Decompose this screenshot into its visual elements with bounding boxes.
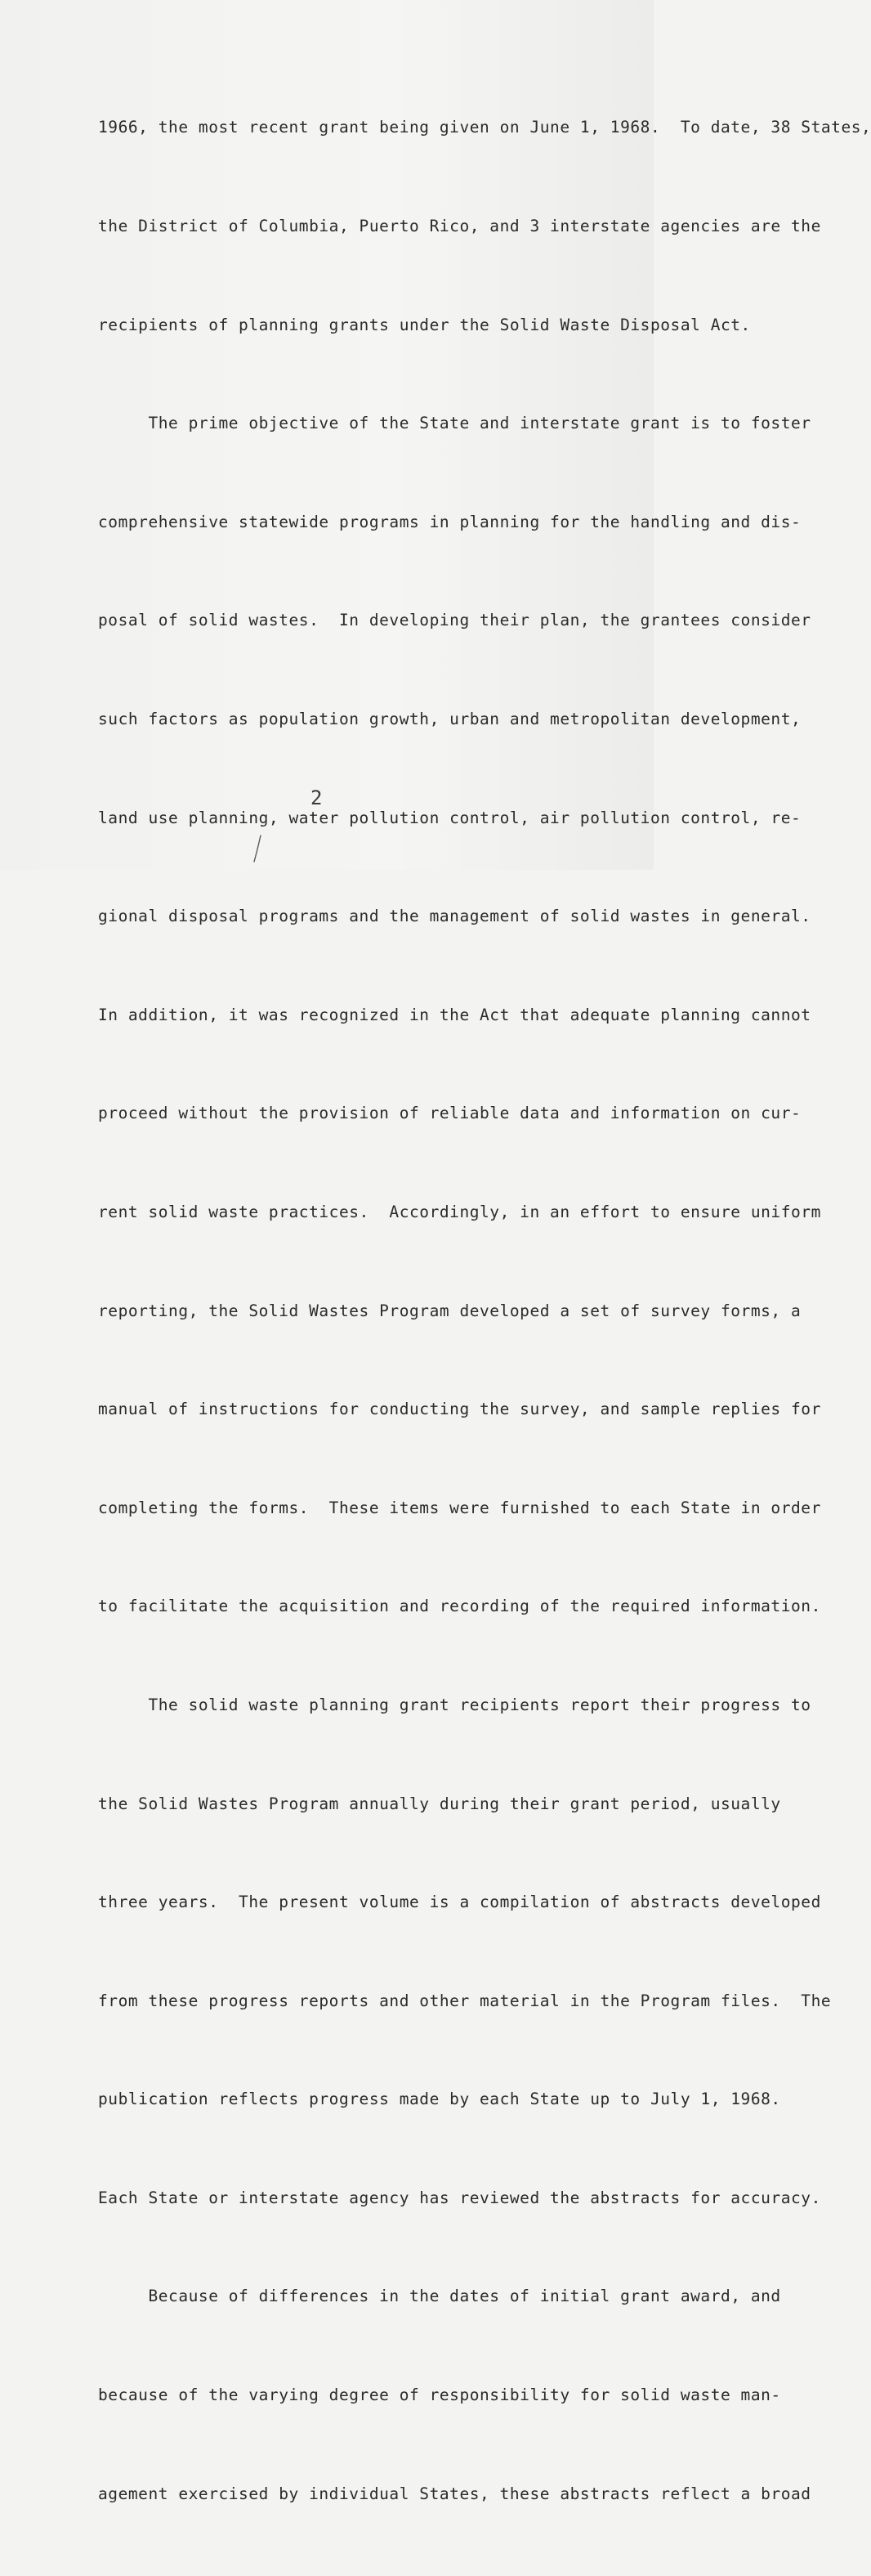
text-line-12: rent solid waste practices. Accordingly, in an effort to ensure uniform xyxy=(98,1202,821,1221)
text-line-25: agement exercised by individual States, these abstracts reflect a broad xyxy=(98,2484,811,2503)
text-line-15: completing the forms. These items were furnished to each State in order xyxy=(98,1498,821,1517)
text-line-24: because of the varying degree of responsibility for solid waste man- xyxy=(98,2386,781,2405)
text-line-10: In addition, it was recognized in the Act that adequate planning cannot xyxy=(98,1005,811,1024)
text-line-1: 1966, the most recent grant being given on June 1, 1968. To date, 38 States, xyxy=(98,118,871,137)
text-line-22: Each State or interstate agency has reviewed the abstracts for accuracy. xyxy=(98,2188,821,2207)
text-line-21: publication reflects progress made by each State up to July 1, 1968. xyxy=(98,2090,781,2109)
text-line-5: comprehensive statewide programs in planning for the handling and dis- xyxy=(98,512,802,531)
text-line-13: reporting, the Solid Wastes Program developed a set of survey forms, a xyxy=(98,1301,802,1320)
text-line-6: posal of solid wastes. In developing their plan, the grantees consider xyxy=(98,611,811,630)
text-line-2: the District of Columbia, Puerto Rico, and 3 interstate agencies are the xyxy=(98,217,821,235)
text-line-7: such factors as population growth, urban and metropolitan development, xyxy=(98,709,802,728)
text-line-8: land use planning, water pollution control, air pollution control, re- xyxy=(98,808,802,827)
text-line-18: the Solid Wastes Program annually during their grant period, usually xyxy=(98,1794,781,1813)
text-line-3: recipients of planning grants under the Solid Waste Disposal Act. xyxy=(98,315,751,334)
text-line-17: The solid waste planning grant recipients report their progress to xyxy=(98,1695,811,1714)
text-line-9: gional disposal programs and the management of solid wastes in general. xyxy=(98,907,811,926)
text-line-16: to facilitate the acquisition and recording of the required information. xyxy=(98,1597,821,1616)
text-line-23: Because of differences in the dates of initial grant award, and xyxy=(98,2287,781,2306)
text-line-19: three years. The present volume is a compilation of abstracts developed xyxy=(98,1893,821,1912)
body-text xyxy=(98,46,871,2576)
text-line-4: The prime objective of the State and interstate grant is to foster xyxy=(98,414,811,433)
text-line-11: proceed without the provision of reliable data and information on cur- xyxy=(98,1104,802,1123)
text-line-14: manual of instructions for conducting the survey, and sample replies for xyxy=(98,1400,821,1419)
pen-mark xyxy=(252,834,263,863)
page-number: 2 xyxy=(310,786,323,809)
text-line-20: from these progress reports and other material in the Program files. The xyxy=(98,1991,832,2010)
